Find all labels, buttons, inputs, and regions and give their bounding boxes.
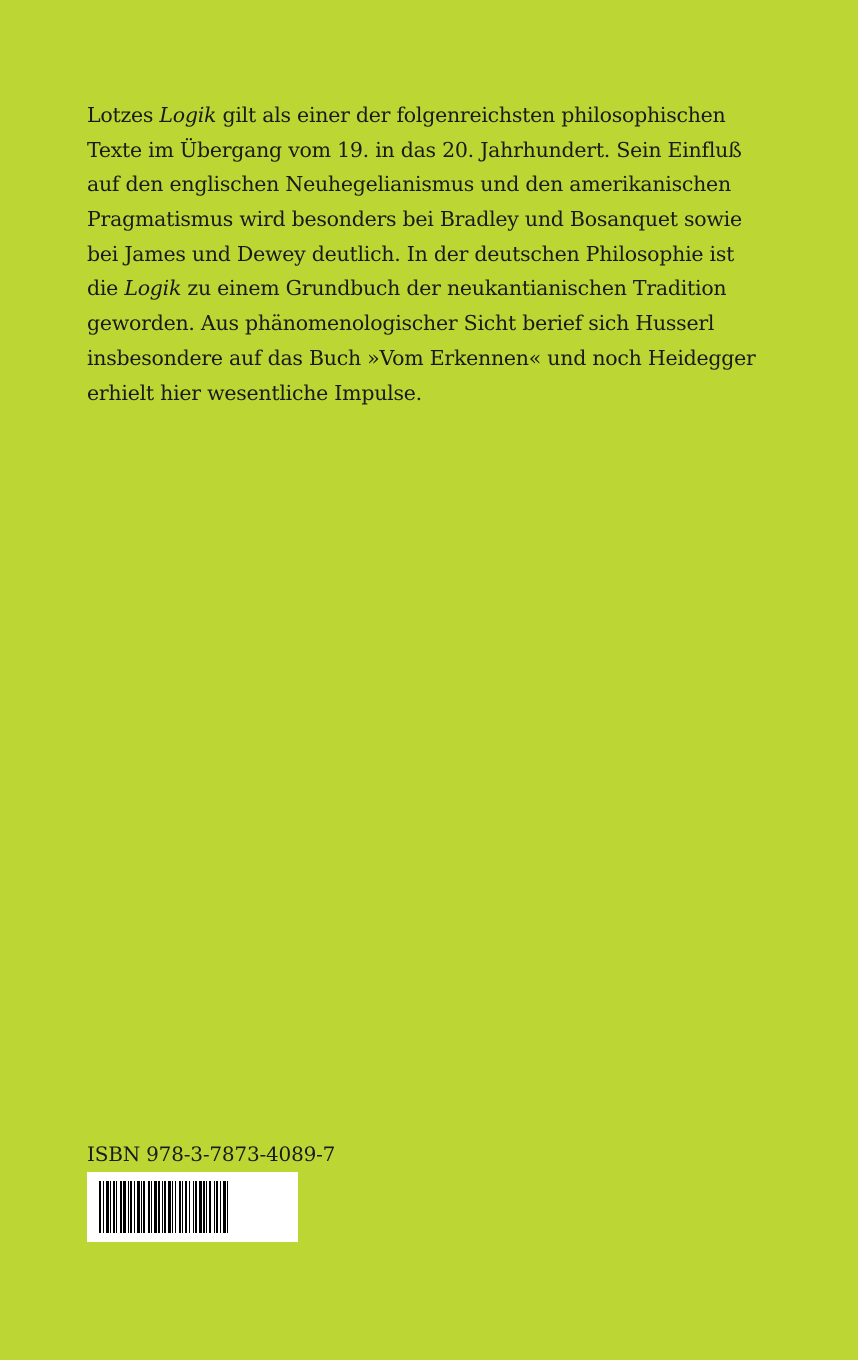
barcode-bar — [99, 1181, 101, 1233]
barcode-bar — [214, 1181, 215, 1233]
barcode-bar — [168, 1181, 171, 1233]
barcode-bar — [172, 1181, 173, 1233]
barcode-bar — [141, 1181, 142, 1233]
barcode-bar — [216, 1181, 218, 1233]
barcode-bar — [116, 1181, 117, 1233]
barcode-bar — [154, 1181, 157, 1233]
barcode-bar — [227, 1181, 228, 1233]
barcode-bar — [137, 1181, 140, 1233]
blurb-line-8: insbesondere auf das Buch »Vom Erkennen« und noch Heidegger — [87, 345, 756, 370]
barcode-bar — [206, 1181, 207, 1233]
barcode-bar — [103, 1181, 104, 1233]
barcode-bar — [185, 1181, 187, 1233]
barcode-graphic — [87, 1172, 298, 1242]
blurb-line-4: Pragmatismus wird besonders bei Bradley und Bosanquet sowie — [87, 207, 742, 232]
barcode-bar — [120, 1181, 122, 1233]
barcode-bar — [162, 1181, 163, 1233]
barcode-bar — [195, 1181, 197, 1233]
blurb-text — [87, 98, 787, 410]
barcode-bar — [148, 1181, 150, 1233]
barcode-bar — [175, 1181, 176, 1233]
barcode-bar — [130, 1181, 132, 1233]
barcode-bar — [158, 1181, 160, 1233]
isbn-label: ISBN 978-3-7873-4089-7 — [87, 1142, 336, 1166]
barcode-bar — [113, 1181, 115, 1233]
barcode-bar — [151, 1181, 152, 1233]
barcode — [87, 1172, 298, 1242]
blurb-line-9: erhielt hier wesentliche Impulse. — [87, 380, 422, 405]
blurb-line-7: geworden. Aus phänomenologischer Sicht berief sich Husserl — [87, 311, 715, 336]
barcode-bar — [179, 1181, 181, 1233]
blurb-line-1: Lotzes Logik gilt als einer der folgenreichsten philosophischen — [87, 103, 726, 127]
blurb-line-6: die Logik zu einem Grundbuch der neukantianischen Tradition — [87, 276, 727, 301]
barcode-bar — [220, 1181, 221, 1233]
barcode-bar — [106, 1181, 109, 1233]
barcode-bar — [134, 1181, 135, 1233]
barcode-bar — [164, 1181, 166, 1233]
barcode-bar — [193, 1181, 194, 1233]
blurb-line-2: Texte im Übergang vom 19. in das 20. Jahrhundert. Sein Einfluß — [87, 137, 742, 162]
barcode-bar — [110, 1181, 111, 1233]
barcode-bar — [203, 1181, 205, 1233]
blurb-line-3: auf den englischen Neuhegelianismus und den amerikanischen — [87, 172, 731, 197]
barcode-bar — [199, 1181, 202, 1233]
barcode-bar — [128, 1181, 129, 1233]
barcode-bar — [223, 1181, 226, 1233]
blurb-line-5: bei James und Dewey deutlich. In der deutschen Philosophie ist — [87, 241, 735, 266]
barcode-bar — [189, 1181, 190, 1233]
barcode-bar — [143, 1181, 145, 1233]
barcode-bar — [182, 1181, 183, 1233]
barcode-bar — [123, 1181, 126, 1233]
barcode-bar — [209, 1181, 211, 1233]
